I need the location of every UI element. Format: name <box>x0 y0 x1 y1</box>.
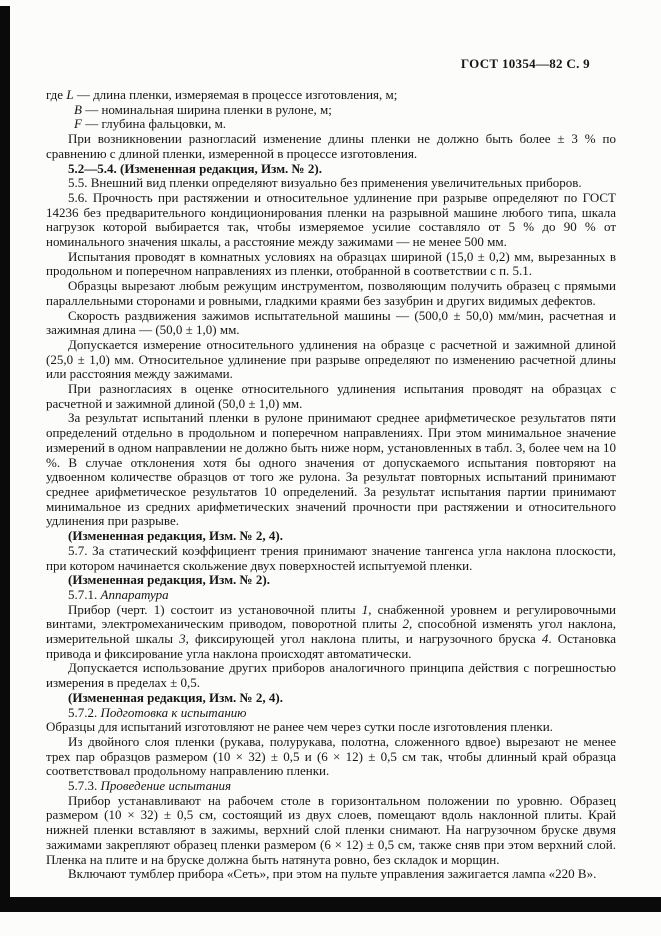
paragraph <box>46 309 616 338</box>
text-run: 5.5. Внешний вид пленки определяют визуально без применения увеличительных приборов. <box>68 175 582 191</box>
text-run: Прибор устанавливают на рабочем столе в горизонтальном положении по уровню. Образец размером (10 × 32) ± 0,5 см, состоящий из двух слоев, помещают вдоль наклонной плиты. Край нижней пленки вставляют в зажимы, верхний слой пленки снимают. На нагрузочном бруске двумя зажимами закрепляют образец пленки размером (6 × 12) ± 0,5 см, также сняв при этом верхний слой. Пленка на плите и на бруске должна быть натянута ровно, без складок и морщин. <box>46 792 616 867</box>
paragraph <box>46 779 616 794</box>
text-run: 5.6. Прочность при растяжении и относительное удлинение при разрыве определяют по ГОСТ 14236 без предварительного кондиционирования пленки на разрывной машине любого типа, шкала нагрузок которой выбирается так, чтобы измеряемое усилие составляло от 5 % до 90 % от номинального значения шкалы, а расстояние между зажимами — не менее 500 мм. <box>46 189 616 250</box>
paragraph <box>46 603 616 662</box>
text-run: 1 <box>361 601 369 617</box>
paragraph <box>46 191 616 250</box>
paragraph <box>46 279 616 308</box>
page-edge-bottom-bar <box>0 897 661 912</box>
text-run: — номинальная ширина пленки в рулоне, м; <box>81 101 332 117</box>
paragraph <box>46 382 616 411</box>
text-run: Прибор (черт. 1) состоит из установочной плиты <box>68 601 362 617</box>
text-run: 5.7.2. <box>68 704 101 720</box>
text-run: 5.7.3. <box>68 778 101 794</box>
text-run: 5.7. За статический коэффициент трения принимают значение тангенса угла наклона плоскости, при котором начинается скольжение двух поверхностей испытуемой пленки. <box>46 542 616 573</box>
paragraph <box>46 867 616 882</box>
text-run: (Измененная редакция, Изм. № 2, 4). <box>68 689 283 705</box>
text-run: 3 <box>179 631 186 647</box>
paragraph <box>46 103 616 118</box>
page-edge-left-bar <box>0 6 10 912</box>
text-run: За результат испытаний пленки в рулоне принимают среднее арифметическое результатов пяти определений отдельно в продольном и поперечном направлениях. При этом минимальное значение измерений в одном направлении не должно быть ниже норм, установленных в табл. 3, более чем на 10 %. В случае отклонения хотя бы одного значения от допускаемого испытания повторяют на удвоенном количестве образцов от того же рулона. За результат повторных испытаний принимают среднее арифметическое результатов 10 определений. За результат испытания партии принимают минимальное из средних арифметических значений прочности при растяжении и относительного удлинения при разрыве. <box>46 410 616 529</box>
text-run: Испытания проводят в комнатных условиях на образцах шириной (15,0 ± 0,2) мм, вырезанных в продольном и поперечном направлениях из пленки, отобранной в соответствии с п. 5.1. <box>46 248 616 279</box>
text-run: — глубина фальцовки, м. <box>81 116 227 132</box>
text-run: , способной изменять угол наклона, измерительной шкалы <box>46 616 616 647</box>
text-run: L <box>66 87 74 102</box>
text-run: Скорость раздвижения зажимов испытательной машины — (500,0 ± 50,0) мм/мин, расчетная и зажимная длина — (50,0 ± 1,0) мм. <box>46 307 616 338</box>
text-run: Аппаратура <box>100 586 169 602</box>
paragraph <box>46 250 616 279</box>
text-run: 5.2—5.4. (Измененная редакция, Изм. № 2). <box>68 160 322 176</box>
paragraph <box>46 794 616 868</box>
paragraph <box>46 735 616 779</box>
paragraph <box>46 661 616 690</box>
text-run: — длина пленки, измеряемая в процессе изготовления, м; <box>73 87 398 102</box>
text-run: При возникновении разногласий изменение длины пленки не должно быть более ± 3 % по сравнению с длиной пленки, измеренной в процессе изготовления. <box>46 131 616 161</box>
paragraph <box>46 117 616 132</box>
paragraph <box>46 529 616 544</box>
text-run: При разногласиях в оценке относительного удлинения испытания проводят на образцах с расчетной и зажимной длиной (50,0 ± 1,0) мм. <box>46 381 616 411</box>
text-run: , фиксирующей угол наклона плиты, и нагрузочного бруска <box>185 631 542 647</box>
paragraph <box>46 338 616 382</box>
document-body <box>46 88 616 882</box>
paragraph <box>46 691 616 706</box>
text-run: Образцы вырезают любым режущим инструментом, позволяющим получить образец с прямыми параллельными сторонами и ровными, гладкими краями без зазубрин и других видимых дефектов. <box>46 278 616 308</box>
paragraph <box>46 573 616 588</box>
text-run: Из двойного слоя пленки (рукава, полурукава, полотна, сложенного вдвое) вырезают не менее трех пар образцов размером (10 × 32) ± 0,5 и (6 × 12) ± 0,5 см так, чтобы длинный край образца соответствовал продольному направлению пленки. <box>46 733 616 779</box>
text-run: F <box>74 116 82 132</box>
text-run: Проведение испытания <box>100 778 232 794</box>
paragraph <box>46 411 616 529</box>
text-run: . Остановка привода и фиксирование угла наклона происходят автоматически. <box>46 631 616 661</box>
text-run: Образцы для испытаний изготовляют не ранее чем через сутки после изготовления пленки. <box>46 719 553 735</box>
paragraph <box>46 588 616 603</box>
text-run: , снабженной уровнем и регулировочными винтами, электромеханическим приводом, поворотной плиты <box>46 601 616 632</box>
text-run: где <box>46 87 67 102</box>
paragraph <box>46 706 616 721</box>
text-run: (Измененная редакция, Изм. № 2). <box>68 572 270 588</box>
text-run: 5.7.1. <box>68 586 101 602</box>
paragraph <box>46 132 616 161</box>
text-run: 4 <box>541 631 549 647</box>
text-run: Подготовка к испытанию <box>100 704 247 720</box>
paragraph <box>46 176 616 191</box>
text-run: Допускается измерение относительного удлинения на образце с расчетной и зажимной длиной (25,0 ± 1,0) мм. Относительное удлинение при разрыве определяют по изменению расчетной длины или расстояния между зажимами. <box>46 336 616 382</box>
text-run: (Измененная редакция, Изм. № 2, 4). <box>68 528 283 544</box>
text-run: Включают тумблер прибора «Сеть», при этом на пульте управления зажигается лампа «220 В». <box>68 866 597 882</box>
paragraph <box>46 544 616 573</box>
text-run: Допускается использование других приборов аналогичного принципа действия с погрешностью измерения в пределах ± 0,5. <box>46 660 616 691</box>
text-run: B <box>74 101 82 117</box>
paragraph <box>46 720 616 735</box>
page-header-gost-number: ГОСТ 10354—82 С. 9 <box>460 56 590 71</box>
text-run: 2 <box>402 616 409 632</box>
paragraph <box>46 162 616 177</box>
paragraph <box>46 88 616 103</box>
